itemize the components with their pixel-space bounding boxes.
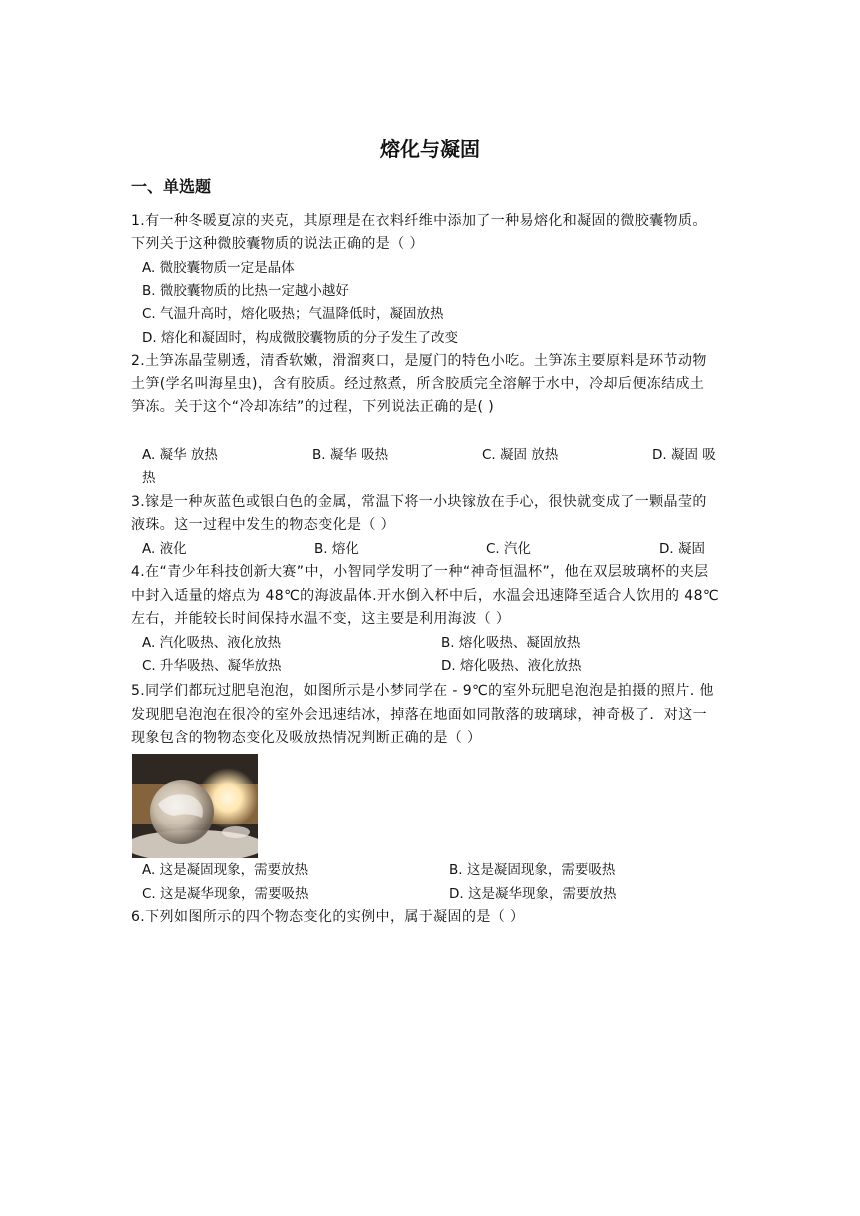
question-5-option-d: D. 这是凝华现象，需要放热 (449, 886, 617, 902)
question-4-option-b: B. 熔化吸热、凝固放热 (441, 635, 581, 651)
question-1-line-2: 下列关于这种微胶囊物质的说法正确的是（ ） (131, 236, 424, 252)
question-3-option-c: C. 汽化 (486, 541, 532, 557)
question-1-option-b: B. 微胶囊物质的比热一定越小越好 (142, 283, 349, 299)
question-2-option-c: C. 凝固 放热 (482, 447, 559, 463)
question-2-option-d: D. 凝固 吸 (652, 447, 716, 463)
question-2-line-3: 笋冻。关于这个“冷却冻结”的过程，下列说法正确的是( ) (131, 399, 495, 415)
question-1-option-d: D. 熔化和凝固时，构成微胶囊物质的分子发生了改变 (142, 330, 458, 346)
question-2-option-b: B. 凝华 吸热 (312, 447, 389, 463)
frozen-soap-bubble-photo (132, 754, 258, 858)
question-5-line-3: 现象包含的物物态变化及吸放热情况判断正确的是（ ） (131, 730, 482, 746)
question-3-option-a: A. 液化 (142, 541, 187, 557)
question-3-option-b: B. 熔化 (314, 541, 359, 557)
question-4-line-3: 左右，并能较长时间保持水温不变，这主要是利用海波（ ） (131, 611, 511, 627)
question-2-line-2: 土笋(学名叫海星虫)，含有胶质。经过熬煮，所含胶质完全溶解于水中，冷却后便冻结成土 (131, 376, 705, 392)
question-4-option-a: A. 汽化吸热、液化放热 (142, 635, 282, 651)
question-2-option-d-wrap: 热 (142, 470, 156, 486)
question-3-option-d: D. 凝固 (659, 541, 705, 557)
bubble-illustration (132, 754, 258, 858)
question-3-line-1: 3.镓是一种灰蓝色或银白色的金属，常温下将一小块镓放在手心，很快就变成了一颗晶莹的 (131, 494, 707, 510)
question-4-line-2: 中封入适量的熔点为 48℃的海波晶体.开水倒入杯中后，水温会迅速降至适合人饮用的 48℃ (131, 588, 720, 604)
question-1-line-1: 1.有一种冬暖夏凉的夹克，其原理是在衣料纤维中添加了一种易熔化和凝固的微胶囊物质。 (131, 213, 707, 229)
question-2-line-1: 2.土笋冻晶莹剔透，清香软嫩，滑溜爽口，是厦门的特色小吃。土笋冻主要原料是环节动物 (131, 353, 707, 369)
question-5-option-a: A. 这是凝固现象，需要放热 (142, 862, 309, 878)
question-3-line-2: 液珠。这一过程中发生的物态变化是（ ） (131, 517, 396, 533)
question-5-option-b: B. 这是凝固现象，需要吸热 (449, 862, 616, 878)
question-1-option-c: C. 气温升高时，熔化吸热；气温降低时，凝固放热 (142, 306, 444, 322)
section-heading: 一、单选题 (131, 177, 212, 196)
question-2-option-a: A. 凝华 放热 (142, 447, 218, 463)
page-title: 熔化与凝固 (380, 137, 480, 161)
question-4-option-d: D. 熔化吸热、液化放热 (441, 658, 582, 674)
question-1-option-a: A. 微胶囊物质一定是晶体 (142, 260, 295, 276)
question-5-line-1: 5.同学们都玩过肥皂泡泡，如图所示是小梦同学在 - 9℃的室外玩肥皂泡泡是拍摄的照片. 他 (131, 683, 714, 699)
question-4-option-c: C. 升华吸热、凝华放热 (142, 658, 282, 674)
question-4-line-1: 4.在“青少年科技创新大赛”中，小智同学发明了一种“神奇恒温杯”，他在双层玻璃杯的夹层 (131, 564, 709, 580)
question-5-line-2: 发现肥皂泡泡在很冷的室外会迅速结冰，掉落在地面如同散落的玻璃球，神奇极了．对这一 (131, 707, 707, 723)
question-5-option-c: C. 这是凝华现象，需要吸热 (142, 886, 309, 902)
question-6-line-1: 6.下列如图所示的四个物态变化的实例中，属于凝固的是（ ） (131, 909, 525, 925)
